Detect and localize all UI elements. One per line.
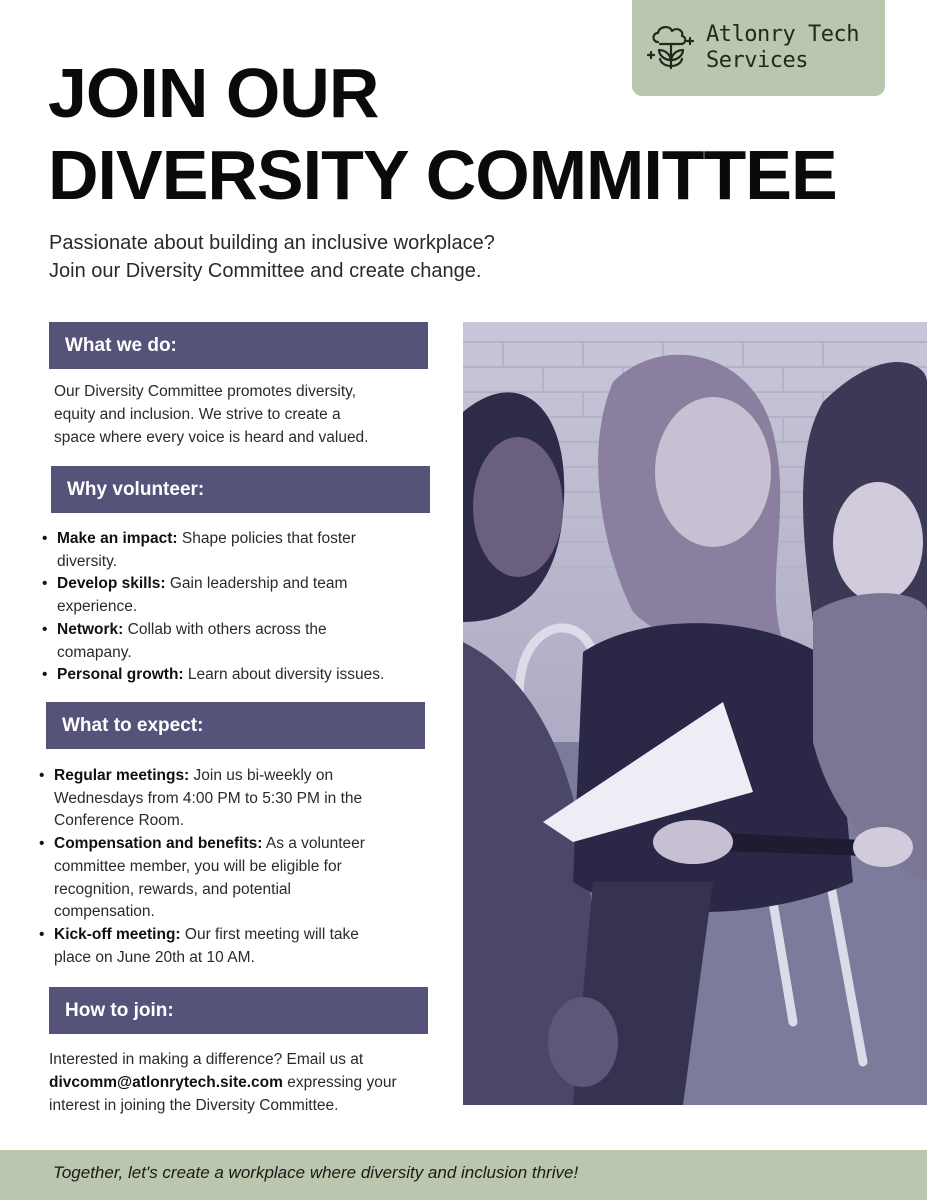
brand-name-line1: Atlonry Tech	[706, 22, 859, 47]
list-item-bold: Make an impact:	[57, 530, 178, 547]
list-item	[54, 833, 444, 924]
list-item-text: Learn about diversity issues.	[183, 666, 385, 684]
list-item-text: Our first meeting will take	[180, 925, 359, 943]
what-we-do-text	[54, 380, 369, 449]
list-item-bold: Network:	[57, 620, 124, 638]
how-to-join-line3: interest in joining the Diversity Committee.	[49, 1097, 339, 1114]
why-volunteer-list	[57, 528, 437, 687]
group-photo-image	[463, 322, 927, 1105]
list-item-bold: Kick-off meeting:	[54, 925, 181, 943]
list-item-text: Collab with others across the	[123, 620, 327, 638]
list-item-text-cont: comapany.	[57, 643, 132, 661]
title-line1: JOIN OUR	[48, 54, 379, 132]
list-item	[57, 573, 437, 618]
list-item-bold: Develop skills:	[57, 575, 166, 593]
how-to-join-text	[49, 1048, 449, 1117]
list-item	[57, 528, 437, 573]
page-title	[48, 52, 837, 216]
contact-email[interactable]: divcomm@atlonrytech.site.com	[49, 1074, 283, 1091]
section-heading-what-to-expect: What to expect:	[46, 702, 425, 749]
list-item	[57, 664, 437, 687]
what-we-do-line: Our Diversity Committee promotes diversity,	[54, 383, 357, 400]
list-item-text-cont: committee member, you will be eligible for	[54, 857, 342, 875]
how-to-join-line2-rest: expressing your	[282, 1074, 397, 1091]
list-item-text: As a volunteer	[262, 835, 365, 853]
list-item-text-cont: compensation.	[54, 903, 155, 921]
list-item-text-cont: recognition, rewards, and potential	[54, 880, 291, 898]
title-line2: DIVERSITY COMMITTEE	[48, 136, 837, 214]
subtitle	[49, 229, 495, 285]
list-item	[57, 619, 437, 664]
list-item-text: Gain leadership and team	[165, 575, 348, 593]
list-item-bold: Regular meetings:	[54, 767, 190, 784]
list-item-text-cont: diversity.	[57, 552, 118, 570]
how-to-join-line2	[49, 1071, 449, 1094]
list-item-text-cont: Conference Room.	[54, 812, 185, 830]
what-to-expect-list	[54, 765, 444, 969]
list-item-text-cont: place on June 20th at 10 AM.	[54, 948, 255, 966]
list-item-text: Join us bi-weekly on	[189, 767, 334, 784]
photo-illustration	[463, 322, 927, 1105]
list-item-bold: Personal growth:	[57, 666, 184, 684]
list-item	[54, 924, 444, 969]
brand-name-line2: Services	[706, 48, 808, 73]
list-item-text: Shape policies that foster	[177, 530, 356, 547]
subtitle-line2: Join our Diversity Committee and create change.	[49, 260, 482, 282]
section-heading-why-volunteer: Why volunteer:	[51, 466, 430, 513]
footer-banner: Together, let's create a workplace where diversity and inclusion thrive!	[0, 1150, 927, 1200]
list-item	[54, 765, 444, 833]
how-to-join-line1: Interested in making a difference? Email us at	[49, 1051, 364, 1068]
list-item-bold: Compensation and benefits:	[54, 835, 263, 853]
section-heading-how-to-join: How to join:	[49, 987, 428, 1034]
what-we-do-line: space where every voice is heard and valued.	[54, 429, 369, 446]
list-item-text-cont: experience.	[57, 598, 138, 616]
what-we-do-line: equity and inclusion. We strive to create a	[54, 406, 341, 423]
list-item-text-cont: Wednesdays from 4:00 PM to 5:30 PM in the	[54, 789, 363, 807]
subtitle-line1: Passionate about building an inclusive workplace?	[49, 232, 495, 254]
section-heading-what-we-do: What we do:	[49, 322, 428, 369]
